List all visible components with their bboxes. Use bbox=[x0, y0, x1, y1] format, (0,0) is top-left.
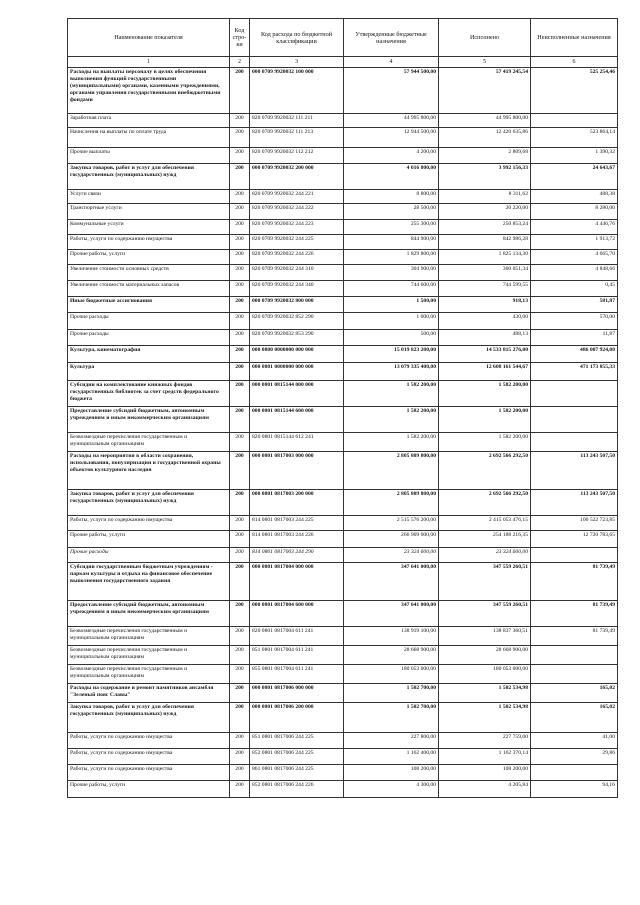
row-approved-amount: 108 200,00 bbox=[344, 765, 439, 781]
column-number: 5 bbox=[439, 57, 531, 68]
row-executed-amount: 1 502 534,98 bbox=[439, 684, 531, 703]
row-executed-amount: 2 692 566 292,50 bbox=[439, 490, 531, 516]
row-approved-amount: 2 805 809 800,00 bbox=[344, 490, 439, 516]
header-budget-code: Код расхода по бюджетной классификации bbox=[250, 19, 344, 57]
row-line-code: 200 bbox=[230, 684, 250, 703]
row-budget-code: 000 0801 0817006 000 000 bbox=[250, 684, 344, 703]
row-budget-code: 820 0709 9920032 852 290 bbox=[250, 313, 344, 330]
row-approved-amount: 8 800,00 bbox=[344, 190, 439, 204]
row-approved-amount: 1 829 800,00 bbox=[344, 250, 439, 265]
row-unexecuted-amount bbox=[531, 548, 618, 563]
table-row bbox=[68, 684, 618, 703]
row-unexecuted-amount: 4 848,66 bbox=[531, 265, 618, 281]
row-executed-amount: 2 809,68 bbox=[439, 148, 531, 164]
row-budget-code: 000 0801 0815144 600 000 bbox=[250, 407, 344, 433]
row-approved-amount: 2 805 809 800,00 bbox=[344, 452, 439, 490]
row-approved-amount: 180 053 000,00 bbox=[344, 665, 439, 684]
row-budget-code: 820 0709 9920032 244 340 bbox=[250, 281, 344, 297]
row-approved-amount: 1 162 400,00 bbox=[344, 749, 439, 765]
row-budget-code: 820 0709 9920032 853 290 bbox=[250, 330, 344, 346]
row-budget-code: 000 0801 0817004 000 000 bbox=[250, 563, 344, 601]
row-line-code: 200 bbox=[230, 749, 250, 765]
table-header-row bbox=[68, 19, 618, 57]
row-unexecuted-amount: 11,87 bbox=[531, 330, 618, 346]
row-budget-code: 820 0709 9920032 111 211 bbox=[250, 114, 344, 128]
row-indicator-name: Закупка товаров, работ и услуг для обеспечения государственных (муниципальных) нужд bbox=[68, 490, 230, 516]
table-row bbox=[68, 164, 618, 190]
row-unexecuted-amount: 1 913,72 bbox=[531, 235, 618, 250]
table-row bbox=[68, 733, 618, 749]
row-unexecuted-amount: 486 007 924,00 bbox=[531, 346, 618, 363]
row-approved-amount: 1 502 700,00 bbox=[344, 684, 439, 703]
table-row bbox=[68, 765, 618, 781]
row-unexecuted-amount: 113 243 507,50 bbox=[531, 490, 618, 516]
row-budget-code: 000 0801 0817004 600 000 bbox=[250, 601, 344, 627]
row-line-code: 200 bbox=[230, 297, 250, 313]
row-budget-code: 820 0709 9920032 112 212 bbox=[250, 148, 344, 164]
table-row bbox=[68, 433, 618, 452]
table-row bbox=[68, 297, 618, 313]
row-indicator-name: Заработная плата bbox=[68, 114, 230, 128]
row-budget-code: 820 0709 9920032 244 223 bbox=[250, 220, 344, 235]
row-executed-amount: 347 559 260,51 bbox=[439, 563, 531, 601]
row-line-code: 200 bbox=[230, 190, 250, 204]
table-row bbox=[68, 627, 618, 646]
row-unexecuted-amount: 94,16 bbox=[531, 781, 618, 798]
row-executed-amount: 8 311,62 bbox=[439, 190, 531, 204]
row-budget-code: 820 0709 9920032 244 222 bbox=[250, 204, 344, 220]
row-budget-code: 820 0709 9920032 244 221 bbox=[250, 190, 344, 204]
row-indicator-name: Прочие работы, услуги bbox=[68, 250, 230, 265]
row-approved-amount: 1 582 200,00 bbox=[344, 407, 439, 433]
table-row bbox=[68, 665, 618, 684]
row-indicator-name: Прочие работы, услуги bbox=[68, 531, 230, 548]
row-approved-amount: 138 919 100,00 bbox=[344, 627, 439, 646]
row-budget-code: 820 0709 9920032 244 310 bbox=[250, 265, 344, 281]
row-executed-amount: 1 582 200,00 bbox=[439, 407, 531, 433]
table-row bbox=[68, 646, 618, 665]
row-indicator-name: Прочие расходы bbox=[68, 313, 230, 330]
row-unexecuted-amount: 81 739,49 bbox=[531, 601, 618, 627]
table-body bbox=[68, 68, 618, 798]
table-row bbox=[68, 749, 618, 765]
row-executed-amount: 4 205,84 bbox=[439, 781, 531, 798]
row-indicator-name: Расходы на мероприятия в области сохранения, использования, популяризации и государственной охраны объектов культурного наследия bbox=[68, 452, 230, 490]
row-executed-amount: 44 995 800,00 bbox=[439, 114, 531, 128]
row-line-code: 200 bbox=[230, 265, 250, 281]
row-line-code: 200 bbox=[230, 68, 250, 114]
row-executed-amount: 23 324 600,00 bbox=[439, 548, 531, 563]
row-budget-code: 861 0801 0817006 244 225 bbox=[250, 765, 344, 781]
row-approved-amount: 1 502 700,00 bbox=[344, 703, 439, 733]
row-unexecuted-amount bbox=[531, 646, 618, 665]
row-executed-amount: 180 053 000,00 bbox=[439, 665, 531, 684]
row-line-code: 200 bbox=[230, 330, 250, 346]
row-budget-code: 000 0801 0817003 200 000 bbox=[250, 490, 344, 516]
row-unexecuted-amount: 581,87 bbox=[531, 297, 618, 313]
row-executed-amount: 1 582 200,00 bbox=[439, 381, 531, 407]
row-unexecuted-amount: 24 643,67 bbox=[531, 164, 618, 190]
row-executed-amount: 20 220,00 bbox=[439, 204, 531, 220]
column-number: 1 bbox=[68, 57, 230, 68]
header-indicator-name: Наименование показателя bbox=[68, 19, 230, 57]
row-executed-amount: 227 759,00 bbox=[439, 733, 531, 749]
row-approved-amount: 1 500,00 bbox=[344, 297, 439, 313]
row-approved-amount: 266 909 000,00 bbox=[344, 531, 439, 548]
row-line-code: 200 bbox=[230, 733, 250, 749]
row-unexecuted-amount: 29,86 bbox=[531, 749, 618, 765]
table-row bbox=[68, 563, 618, 601]
row-unexecuted-amount: 8 280,00 bbox=[531, 204, 618, 220]
row-approved-amount: 1 000,00 bbox=[344, 313, 439, 330]
row-indicator-name: Предоставление субсидий бюджетным, автономным учреждениям и иным некоммерческим организациям bbox=[68, 407, 230, 433]
row-indicator-name: Закупка товаров, работ и услуг для обеспечения государственных (муниципальных) нужд bbox=[68, 703, 230, 733]
row-budget-code: 000 0800 0000000 000 000 bbox=[250, 346, 344, 363]
table-row bbox=[68, 330, 618, 346]
row-executed-amount: 250 853,24 bbox=[439, 220, 531, 235]
header-unexecuted: Неисполненные назначения bbox=[531, 19, 618, 57]
row-indicator-name: Предоставление субсидий бюджетным, автономным учреждениям и иным некоммерческим организациям bbox=[68, 601, 230, 627]
row-indicator-name: Работы, услуги по содержанию имущества bbox=[68, 765, 230, 781]
table-row bbox=[68, 601, 618, 627]
row-unexecuted-amount bbox=[531, 114, 618, 128]
row-line-code: 200 bbox=[230, 646, 250, 665]
column-number: 2 bbox=[230, 57, 250, 68]
column-number: 3 bbox=[250, 57, 344, 68]
table-row bbox=[68, 313, 618, 330]
row-budget-code: 814 0801 0817003 244 225 bbox=[250, 516, 344, 531]
table-row bbox=[68, 220, 618, 235]
table-row bbox=[68, 548, 618, 563]
table-row bbox=[68, 363, 618, 381]
row-approved-amount: 844 900,00 bbox=[344, 235, 439, 250]
row-unexecuted-amount: 0,45 bbox=[531, 281, 618, 297]
row-budget-code: 820 0801 0817004 611 241 bbox=[250, 627, 344, 646]
table-row bbox=[68, 128, 618, 148]
row-executed-amount: 300 051,34 bbox=[439, 265, 531, 281]
row-line-code: 200 bbox=[230, 281, 250, 297]
row-line-code: 200 bbox=[230, 407, 250, 433]
row-executed-amount: 918,13 bbox=[439, 297, 531, 313]
row-unexecuted-amount: 41,00 bbox=[531, 733, 618, 749]
row-line-code: 200 bbox=[230, 548, 250, 563]
row-budget-code: 820 0709 9920032 244 226 bbox=[250, 250, 344, 265]
table-row bbox=[68, 235, 618, 250]
row-executed-amount: 347 559 260,51 bbox=[439, 601, 531, 627]
row-line-code: 200 bbox=[230, 128, 250, 148]
row-budget-code: 820 0709 9920032 111 213 bbox=[250, 128, 344, 148]
table-row bbox=[68, 68, 618, 114]
row-executed-amount: 3 992 156,33 bbox=[439, 164, 531, 190]
row-approved-amount: 4 200,00 bbox=[344, 148, 439, 164]
table-row bbox=[68, 265, 618, 281]
row-indicator-name: Иные бюджетные ассигнования bbox=[68, 297, 230, 313]
row-unexecuted-amount bbox=[531, 433, 618, 452]
row-approved-amount: 1 582 200,00 bbox=[344, 433, 439, 452]
row-executed-amount: 138 837 360,51 bbox=[439, 627, 531, 646]
row-budget-code: 851 0801 0817006 244 225 bbox=[250, 733, 344, 749]
row-budget-code: 000 0709 9920032 100 000 bbox=[250, 68, 344, 114]
row-approved-amount: 13 079 335 400,00 bbox=[344, 363, 439, 381]
row-approved-amount: 227 800,00 bbox=[344, 733, 439, 749]
row-unexecuted-amount: 81 739,49 bbox=[531, 627, 618, 646]
row-line-code: 200 bbox=[230, 250, 250, 265]
row-unexecuted-amount bbox=[531, 407, 618, 433]
row-approved-amount: 347 641 000,00 bbox=[344, 563, 439, 601]
row-approved-amount: 28 668 900,00 bbox=[344, 646, 439, 665]
row-executed-amount: 1 582 200,00 bbox=[439, 433, 531, 452]
row-indicator-name: Закупка товаров, работ и услуг для обеспечения государственных (муниципальных) нужд bbox=[68, 164, 230, 190]
row-line-code: 200 bbox=[230, 164, 250, 190]
row-unexecuted-amount: 1 390,32 bbox=[531, 148, 618, 164]
row-approved-amount: 500,00 bbox=[344, 330, 439, 346]
table-row bbox=[68, 281, 618, 297]
table-row bbox=[68, 190, 618, 204]
row-unexecuted-amount: 488,38 bbox=[531, 190, 618, 204]
row-approved-amount: 44 995 800,00 bbox=[344, 114, 439, 128]
row-unexecuted-amount: 12 720 783,65 bbox=[531, 531, 618, 548]
row-line-code: 200 bbox=[230, 627, 250, 646]
table-row bbox=[68, 381, 618, 407]
header-line-code: Код стро-ки bbox=[230, 19, 250, 57]
row-line-code: 200 bbox=[230, 346, 250, 363]
row-line-code: 200 bbox=[230, 665, 250, 684]
row-line-code: 200 bbox=[230, 781, 250, 798]
row-unexecuted-amount: 570,00 bbox=[531, 313, 618, 330]
row-indicator-name: Безвозмездные перечисления государственным и муниципальным организациям bbox=[68, 665, 230, 684]
row-unexecuted-amount: 523 864,14 bbox=[531, 128, 618, 148]
row-executed-amount: 254 188 216,35 bbox=[439, 531, 531, 548]
table-row bbox=[68, 703, 618, 733]
row-indicator-name: Безвозмездные перечисления государственным и муниципальным организациям bbox=[68, 627, 230, 646]
row-budget-code: 000 0801 0817006 200 000 bbox=[250, 703, 344, 733]
row-executed-amount: 12 608 161 544,67 bbox=[439, 363, 531, 381]
row-line-code: 200 bbox=[230, 452, 250, 490]
row-line-code: 200 bbox=[230, 601, 250, 627]
row-unexecuted-amount: 165,02 bbox=[531, 684, 618, 703]
row-budget-code: 000 0801 0817003 000 000 bbox=[250, 452, 344, 490]
table-row bbox=[68, 148, 618, 164]
row-approved-amount: 2 515 576 200,00 bbox=[344, 516, 439, 531]
row-executed-amount: 1 825 134,30 bbox=[439, 250, 531, 265]
row-executed-amount: 28 668 900,00 bbox=[439, 646, 531, 665]
row-indicator-name: Субсидии государственным бюджетным учреждениям - паркам культуры и отдыха на финансовое обеспечение выполнения государственного задания bbox=[68, 563, 230, 601]
row-approved-amount: 4 016 800,00 bbox=[344, 164, 439, 190]
row-indicator-name: Культура bbox=[68, 363, 230, 381]
row-indicator-name: Работы, услуги по содержанию имущества bbox=[68, 235, 230, 250]
row-line-code: 200 bbox=[230, 204, 250, 220]
row-unexecuted-amount: 471 173 855,33 bbox=[531, 363, 618, 381]
row-indicator-name: Работы, услуги по содержанию имущества bbox=[68, 516, 230, 531]
row-unexecuted-amount: 165,02 bbox=[531, 703, 618, 733]
row-budget-code: 820 0801 0815144 612 241 bbox=[250, 433, 344, 452]
row-approved-amount: 57 944 500,00 bbox=[344, 68, 439, 114]
table-row bbox=[68, 114, 618, 128]
row-budget-code: 852 0801 0817006 244 226 bbox=[250, 781, 344, 798]
row-executed-amount: 1 502 534,98 bbox=[439, 703, 531, 733]
row-indicator-name: Услуги связи bbox=[68, 190, 230, 204]
row-budget-code: 814 0801 0817003 244 226 bbox=[250, 531, 344, 548]
column-number: 4 bbox=[344, 57, 439, 68]
row-line-code: 200 bbox=[230, 148, 250, 164]
row-line-code: 200 bbox=[230, 490, 250, 516]
row-budget-code: 855 0801 0817004 611 241 bbox=[250, 665, 344, 684]
row-indicator-name: Увеличение стоимости основных средств bbox=[68, 265, 230, 281]
row-unexecuted-amount: 81 739,49 bbox=[531, 563, 618, 601]
row-line-code: 200 bbox=[230, 235, 250, 250]
row-line-code: 200 bbox=[230, 114, 250, 128]
row-unexecuted-amount: 100 522 723,85 bbox=[531, 516, 618, 531]
row-approved-amount: 1 582 200,00 bbox=[344, 381, 439, 407]
table-row bbox=[68, 407, 618, 433]
row-line-code: 200 bbox=[230, 381, 250, 407]
row-line-code: 200 bbox=[230, 363, 250, 381]
row-approved-amount: 744 600,00 bbox=[344, 281, 439, 297]
row-line-code: 200 bbox=[230, 313, 250, 330]
row-indicator-name: Прочие расходы bbox=[68, 548, 230, 563]
table-row bbox=[68, 490, 618, 516]
row-indicator-name: Прочие работы, услуги bbox=[68, 781, 230, 798]
row-executed-amount: 108 200,00 bbox=[439, 765, 531, 781]
row-indicator-name: Расходы на содержание и ремонт памятников ансамбля "Зеленый пояс Славы" bbox=[68, 684, 230, 703]
row-line-code: 200 bbox=[230, 433, 250, 452]
table-row bbox=[68, 781, 618, 798]
row-budget-code: 000 0801 0000000 000 000 bbox=[250, 363, 344, 381]
row-approved-amount: 23 324 600,00 bbox=[344, 548, 439, 563]
row-budget-code: 000 0801 0815144 000 000 bbox=[250, 381, 344, 407]
column-number: 6 bbox=[531, 57, 618, 68]
row-executed-amount: 842 986,28 bbox=[439, 235, 531, 250]
row-approved-amount: 12 944 500,00 bbox=[344, 128, 439, 148]
row-line-code: 200 bbox=[230, 516, 250, 531]
row-indicator-name: Коммунальные услуги bbox=[68, 220, 230, 235]
row-approved-amount: 28 500,00 bbox=[344, 204, 439, 220]
row-unexecuted-amount bbox=[531, 665, 618, 684]
row-indicator-name: Работы, услуги по содержанию имущества bbox=[68, 749, 230, 765]
row-executed-amount: 744 599,55 bbox=[439, 281, 531, 297]
row-indicator-name: Прочие выплаты bbox=[68, 148, 230, 164]
row-line-code: 200 bbox=[230, 765, 250, 781]
row-approved-amount: 15 019 823 200,00 bbox=[344, 346, 439, 363]
header-executed: Исполнено bbox=[439, 19, 531, 57]
row-executed-amount: 12 420 635,86 bbox=[439, 128, 531, 148]
row-executed-amount: 488,13 bbox=[439, 330, 531, 346]
row-executed-amount: 2 415 053 476,15 bbox=[439, 516, 531, 531]
row-unexecuted-amount: 113 243 507,50 bbox=[531, 452, 618, 490]
row-indicator-name: Культура, кинематография bbox=[68, 346, 230, 363]
row-line-code: 200 bbox=[230, 220, 250, 235]
row-budget-code: 820 0709 9920032 244 225 bbox=[250, 235, 344, 250]
row-indicator-name: Безвозмездные перечисления государственным и муниципальным организациям bbox=[68, 646, 230, 665]
row-executed-amount: 14 533 815 276,00 bbox=[439, 346, 531, 363]
row-indicator-name: Безвозмездные перечисления государственным и муниципальным организациям bbox=[68, 433, 230, 452]
row-indicator-name: Расходы на выплаты персоналу в целях обеспечения выполнения функций государственными (муниципальными) органами, казенными учреждениями, органами управления государственными внебюджетными фондами bbox=[68, 68, 230, 114]
row-approved-amount: 304 900,00 bbox=[344, 265, 439, 281]
row-line-code: 200 bbox=[230, 531, 250, 548]
row-approved-amount: 255 300,00 bbox=[344, 220, 439, 235]
row-budget-code: 000 0709 9920032 200 000 bbox=[250, 164, 344, 190]
table-row bbox=[68, 250, 618, 265]
row-approved-amount: 347 641 000,00 bbox=[344, 601, 439, 627]
row-unexecuted-amount: 4 665,70 bbox=[531, 250, 618, 265]
row-budget-code: 851 0801 0817004 611 241 bbox=[250, 646, 344, 665]
row-unexecuted-amount: 4 446,76 bbox=[531, 220, 618, 235]
table-row bbox=[68, 204, 618, 220]
row-executed-amount: 1 162 370,14 bbox=[439, 749, 531, 765]
row-indicator-name: Увеличение стоимости материальных запасов bbox=[68, 281, 230, 297]
row-unexecuted-amount bbox=[531, 765, 618, 781]
budget-execution-table bbox=[67, 18, 618, 798]
row-indicator-name: Транспортные услуги bbox=[68, 204, 230, 220]
row-budget-code: 000 0709 9920032 800 000 bbox=[250, 297, 344, 313]
row-line-code: 200 bbox=[230, 563, 250, 601]
row-indicator-name: Работы, услуги по содержанию имущества bbox=[68, 733, 230, 749]
row-budget-code: 852 0801 0817006 244 225 bbox=[250, 749, 344, 765]
row-line-code: 200 bbox=[230, 703, 250, 733]
column-number-row bbox=[68, 57, 618, 68]
row-approved-amount: 4 300,00 bbox=[344, 781, 439, 798]
row-indicator-name: Субсидии на комплектование книжных фондов государственных библиотек за счет средств федерального бюджета bbox=[68, 381, 230, 407]
row-executed-amount: 2 692 566 292,50 bbox=[439, 452, 531, 490]
header-approved: Утвержденные бюджетные назначения bbox=[344, 19, 439, 57]
row-budget-code: 814 0801 0817003 244 290 bbox=[250, 548, 344, 563]
row-unexecuted-amount: 525 254,46 bbox=[531, 68, 618, 114]
row-indicator-name: Прочие расходы bbox=[68, 330, 230, 346]
table-row bbox=[68, 516, 618, 531]
row-unexecuted-amount bbox=[531, 381, 618, 407]
table-row bbox=[68, 346, 618, 363]
row-executed-amount: 57 419 245,54 bbox=[439, 68, 531, 114]
table-row bbox=[68, 531, 618, 548]
table-row bbox=[68, 452, 618, 490]
row-executed-amount: 430,00 bbox=[439, 313, 531, 330]
row-indicator-name: Начисления на выплаты по оплате труда bbox=[68, 128, 230, 148]
